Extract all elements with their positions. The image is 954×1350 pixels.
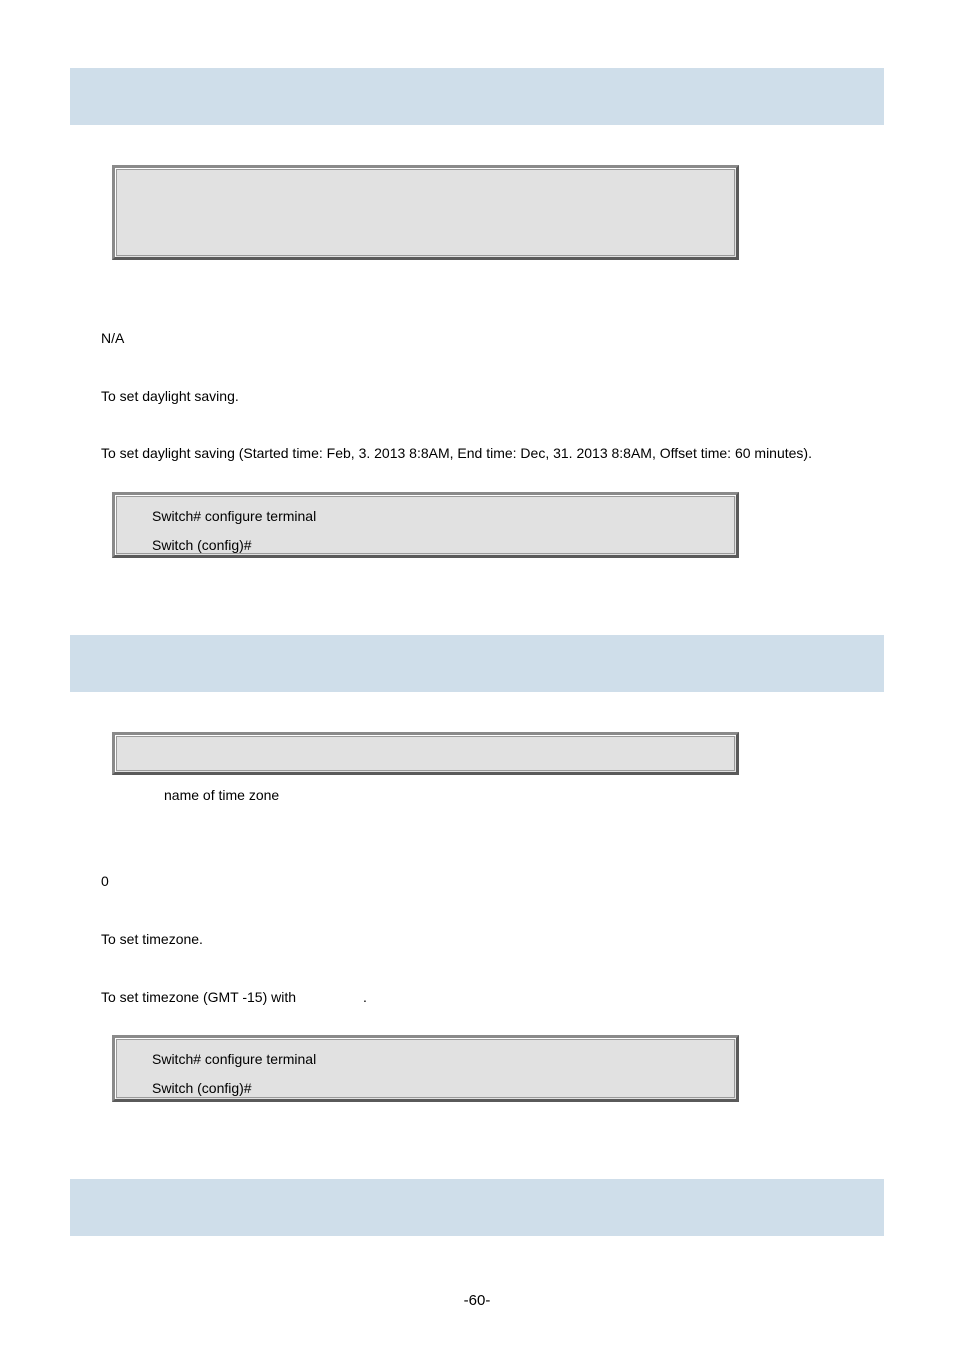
example-description-suffix: . bbox=[363, 989, 367, 1005]
page-number: -60- bbox=[463, 1292, 491, 1309]
example-command-line: Switch (config)# bbox=[152, 1080, 252, 1096]
example-command-box bbox=[112, 492, 739, 558]
command-syntax-box-inner bbox=[116, 736, 735, 771]
usage-guide-text: To set timezone. bbox=[101, 931, 203, 947]
example-description: To set daylight saving (Started time: Feb, 3. 2013 8:8AM, End time: Dec, 31. 2013 8:8AM, Offset time: 60 minutes). bbox=[101, 445, 812, 461]
usage-guide-text: To set daylight saving. bbox=[101, 388, 239, 404]
example-description: To set timezone (GMT -15) with bbox=[101, 989, 297, 1005]
section-header-band bbox=[70, 68, 884, 125]
default-value-text: N/A bbox=[101, 330, 125, 346]
command-syntax-box bbox=[112, 165, 739, 260]
example-command-box bbox=[112, 1035, 739, 1102]
command-syntax-box-inner bbox=[116, 169, 735, 256]
command-syntax-box bbox=[112, 732, 739, 775]
section-header-band bbox=[70, 1179, 884, 1236]
example-command-line: Switch (config)# bbox=[152, 537, 252, 553]
parameter-description: name of time zone bbox=[164, 787, 280, 803]
default-value-text: 0 bbox=[101, 873, 109, 889]
example-command-line: Switch# configure terminal bbox=[152, 508, 317, 524]
example-command-line: Switch# configure terminal bbox=[152, 1051, 317, 1067]
section-header-band bbox=[70, 635, 884, 692]
